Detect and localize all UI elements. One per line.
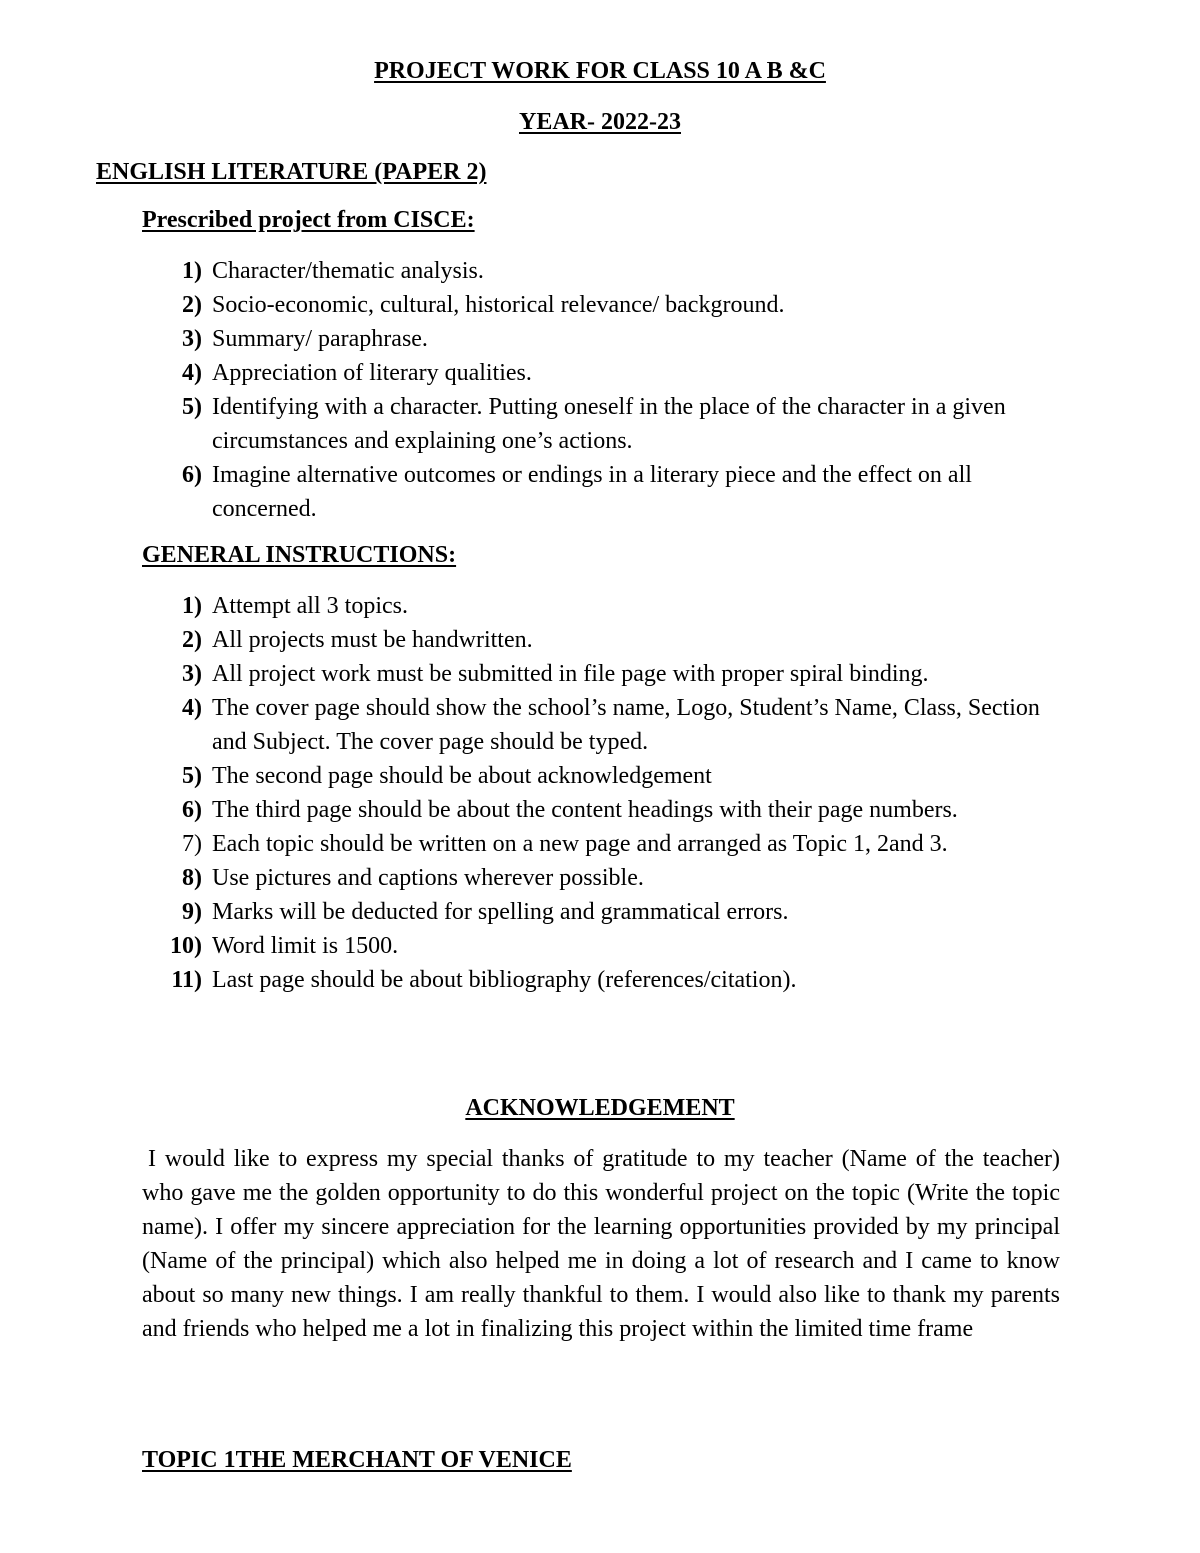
list-number: 5) xyxy=(182,394,202,420)
list-text: Last page should be about bibliography (references/citation). xyxy=(212,967,797,993)
list-item xyxy=(140,759,1080,793)
list-number: 1) xyxy=(182,258,202,284)
list-number: 2) xyxy=(182,292,202,318)
list-number: 3) xyxy=(182,661,202,687)
list-text: Socio-economic, cultural, historical relevance/ background. xyxy=(212,292,785,318)
list-item xyxy=(140,458,1080,526)
list-text: Use pictures and captions wherever possible. xyxy=(212,865,644,891)
list-item xyxy=(140,793,1080,827)
acknowledgement-heading: ACKNOWLEDGEMENT xyxy=(465,1095,735,1121)
list-item xyxy=(140,623,1080,657)
list-item xyxy=(140,390,1080,458)
list-item xyxy=(140,895,1080,929)
list-text: Word limit is 1500. xyxy=(212,933,399,959)
list-item xyxy=(140,827,1080,861)
list-item xyxy=(140,254,1080,288)
list-item xyxy=(140,963,1080,997)
list-text: Identifying with a character. Putting oneself in the place of the character in a given circumstances and explaining one’s actions. xyxy=(212,394,1006,454)
prescribed-heading: Prescribed project from CISCE: xyxy=(142,207,475,233)
list-text: Attempt all 3 topics. xyxy=(212,593,408,619)
list-number: 6) xyxy=(182,797,202,823)
document-year: YEAR- 2022-23 xyxy=(519,109,681,135)
list-number: 8) xyxy=(182,865,202,891)
list-number: 7) xyxy=(182,831,202,857)
instructions-heading: GENERAL INSTRUCTIONS: xyxy=(142,542,457,568)
list-text: Imagine alternative outcomes or endings in a literary piece and the effect on all concerned. xyxy=(212,462,972,522)
list-text: Marks will be deducted for spelling and grammatical errors. xyxy=(212,899,789,925)
subject-heading: ENGLISH LITERATURE (PAPER 2) xyxy=(96,159,487,185)
list-text: Character/thematic analysis. xyxy=(212,258,484,284)
list-text: All projects must be handwritten. xyxy=(212,627,533,653)
list-text: Appreciation of literary qualities. xyxy=(212,360,532,386)
list-item xyxy=(140,929,1080,963)
list-number: 3) xyxy=(182,326,202,352)
list-text: All project work must be submitted in file page with proper spiral binding. xyxy=(212,661,929,687)
acknowledgement-text: I would like to express my special thanks of gratitude to my teacher (Name of the teacher) who gave me the golden opportunity to do this wonderful project on the topic (Write the topic name). I offer my sincere appreciation for the learning opportunities provided by my principal (Name of the principal) which also helped me in doing a lot of research and I came to know about so many new things. I am really thankful to them. I would also like to thank my parents and friends who helped me a lot in finalizing this project within the limited time frame xyxy=(142,1146,1060,1342)
prescribed-list xyxy=(140,254,1080,526)
list-number: 4) xyxy=(182,360,202,386)
document-title: PROJECT WORK FOR CLASS 10 A B &C xyxy=(374,58,826,84)
list-number: 11) xyxy=(171,967,202,993)
list-text: The third page should be about the content headings with their page numbers. xyxy=(212,797,958,823)
list-number: 10) xyxy=(170,933,202,959)
list-number: 1) xyxy=(182,593,202,619)
list-text: Summary/ paraphrase. xyxy=(212,326,428,352)
list-item xyxy=(140,861,1080,895)
list-item xyxy=(140,356,1080,390)
list-number: 4) xyxy=(182,695,202,721)
list-item xyxy=(140,288,1080,322)
list-text: The cover page should show the school’s name, Logo, Student’s Name, Class, Section and Subject. The cover page should be typed. xyxy=(212,695,1040,755)
list-item xyxy=(140,322,1080,356)
list-item xyxy=(140,589,1080,623)
instructions-list xyxy=(140,589,1080,997)
list-item xyxy=(140,691,1080,759)
list-number: 2) xyxy=(182,627,202,653)
list-number: 5) xyxy=(182,763,202,789)
list-number: 6) xyxy=(182,462,202,488)
list-text: Each topic should be written on a new page and arranged as Topic 1, 2and 3. xyxy=(212,831,948,857)
list-item xyxy=(140,657,1080,691)
list-text: The second page should be about acknowledgement xyxy=(212,763,712,789)
topic1-heading: TOPIC 1THE MERCHANT OF VENICE xyxy=(142,1447,572,1473)
list-number: 9) xyxy=(182,899,202,925)
